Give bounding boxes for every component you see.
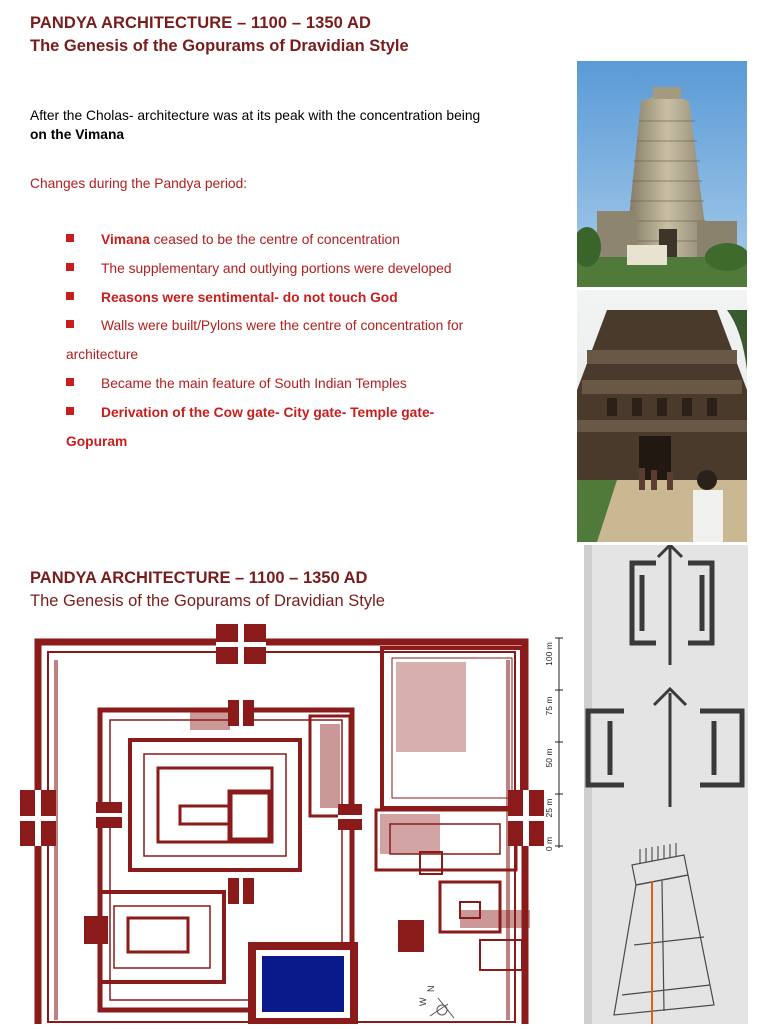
bullet-square-icon [66, 407, 74, 415]
bullet-item: Reasons were sentimental- do not touch God [66, 290, 398, 305]
bullet-continuation: architecture [66, 347, 139, 362]
gate-evolution-sketch [584, 545, 748, 1024]
bullet-item: The supplementary and outlying portions were developed [66, 261, 452, 276]
scale-label: 100 m [544, 642, 554, 666]
section1-subtitle: The Genesis of the Gopurams of Dravidian Style [30, 37, 409, 55]
section1-title: PANDYA ARCHITECTURE – 1100 – 1350 AD [30, 14, 372, 32]
gopuram-photo-1-image [577, 61, 747, 287]
bullet-square-icon [66, 292, 74, 300]
gopuram-photo-2 [577, 290, 747, 542]
compass-w: W [418, 997, 428, 1006]
changes-heading: Changes during the Pandya period: [30, 176, 248, 191]
intro-line-1: After the Cholas- architecture was at its peak with the concentration being [30, 108, 481, 123]
section2-title: PANDYA ARCHITECTURE – 1100 – 1350 AD [30, 569, 368, 587]
scale-label: 75 m [544, 696, 554, 716]
scale-label: 50 m [544, 748, 554, 768]
bullet-square-icon [66, 234, 74, 242]
bullet-square-icon [66, 263, 74, 271]
temple-plan-diagram [20, 620, 565, 1024]
intro-paragraph [30, 106, 570, 144]
scale-bar [538, 630, 568, 860]
bullet-square-icon [66, 378, 74, 386]
gopuram-photo-1 [577, 61, 747, 287]
temple-plan-image [20, 620, 565, 1024]
compass-n: N [426, 985, 436, 992]
intro-line-2: on the Vimana [30, 127, 125, 142]
bullet-item: Vimana ceased to be the centre of concentration [66, 232, 400, 247]
bullet-item: Became the main feature of South Indian Temples [66, 376, 407, 391]
scale-bar-image [538, 630, 568, 860]
bullet-continuation: Gopuram [66, 434, 128, 449]
section2-subtitle: The Genesis of the Gopurams of Dravidian Style [30, 592, 385, 610]
gopuram-photo-2-image [577, 290, 747, 542]
gate-evolution-image [584, 545, 748, 1024]
scale-label: 25 m [544, 798, 554, 818]
bullet-item: Derivation of the Cow gate- City gate- Temple gate- [66, 405, 434, 420]
bullet-item: Walls were built/Pylons were the centre of concentration for [66, 318, 463, 333]
bullet-square-icon [66, 320, 74, 328]
scale-label: 0 m [544, 836, 554, 852]
temple-tank [262, 956, 344, 1012]
